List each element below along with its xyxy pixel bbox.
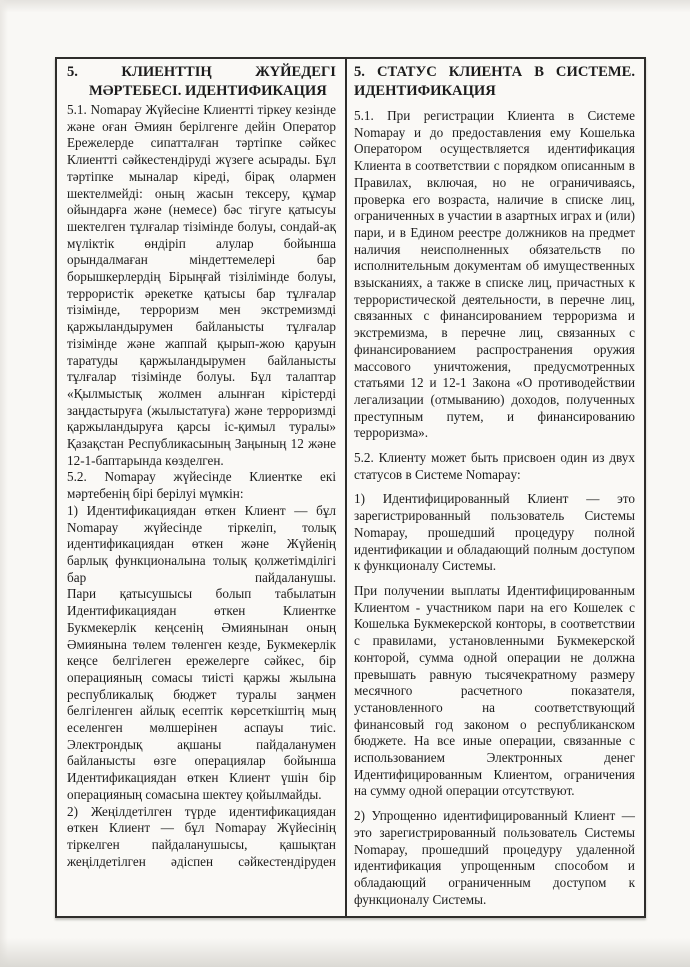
- list-item-2-russian: 2) Упрощенно идентифицированный Клиент — это зарегистрированный пользователь Системы Nomapay, прошедший процедуру удаленной идентификация упрощенным способом и обладающий ограниченным доступом к функционалу Системы.: [354, 808, 635, 907]
- paragraph-5-1-kazakh: 5.1. Nomapay Жүйесіне Клиентті тіркеу кезінде және оған Әмиян берілгенге дейін Оператор Ережелерде сипатталған тәртіпке сәйкес Клиентті сәйкестендіруді жүзеге асырады. Бұл тәртіпке мыналар кіреді, бірақ олармен шектелмейді: оның жасын тексеру, құмар ойындарға және (немесе) бәс тігуге қатысуы шектелген тұлғалар тізімінде болуы, сондай-ақ мүліктік өндіріп алулар бойынша орындалмаған міндеттемелері бар борышкерлердің Бірыңғай тізілімінде болуы, террористік әрекетке қатысы бар тұлғалар тізімінде, терроризм мен экстремизмді қаржыландырумен байланысты тұлғалар тізімінде және жаппай қырып-жою қаруын таратуды қаржыландырумен байланысты тұлғалар тізімінде болуы. Бұл талаптар «Қылмыстық жолмен алынған кірістерді заңдастыруға (жылыстатуға) және терроризмді қаржыландыруға қарсы іс-қимыл туралы» Қазақстан Республикасының Заңының 12 және 12-1-баптарында көзделген.: [67, 102, 336, 468]
- bilingual-terms-table: [55, 57, 646, 918]
- scan-artifact-top: [0, 0, 690, 14]
- list-item-1-detail-kazakh: Пари қатысушысы болып табылатын Идентификациядан өткен Клиентке Букмекерлік кеңсенің Әмиянынан оның Әмиянына төлем төленген кезде, Букмекерлік кеңсе белгілеген ережелерге сәйкес, бір операцияның сомасы тиісті қаржы жылына республикалық бюджет туралы заңмен белгіленген айлық есептік көрсеткіштің мың еселенген мөлшерінен аспауы тиіс.: [67, 586, 336, 736]
- scan-artifact-left: [0, 0, 8, 967]
- list-item-2-kazakh: 2) Жеңілдетілген түрде идентификациядан өткен Клиент — бұл Nomapay Жүйесінің тіркелген пайдаланушысы, қашықтан жеңілдетілген әдіспен сәйкестендіруден: [67, 803, 336, 869]
- paragraph-5-2-kazakh: 5.2. Nomapay жүйесінде Клиентке екі мәртебенің бірі берілуі мүмкін:: [67, 469, 336, 502]
- section-heading-kazakh: 5. КЛИЕНТТІҢ ЖҮЙЕДЕГІ МӘРТЕБЕСІ. ИДЕНТИФИКАЦИЯ: [67, 64, 336, 99]
- scan-artifact-bottom: [0, 933, 690, 967]
- list-item-1-emoney-kazakh: Электрондық ақшаны пайдаланумен байланысты өзге операциялар бойынша Идентификациядан өткен Клиент үшін бір операцияның сомасына шектеу қойылмайды.: [67, 736, 336, 802]
- list-item-1-russian: 1) Идентифицированный Клиент — это зарегистрированный пользователь Системы Nomapay, прошедший процедуру полной идентификации и обладающий полным доступом к функционалу Системы.: [354, 491, 635, 574]
- paragraph-5-1-russian: 5.1. При регистрации Клиента в Системе Nomapay и до предоставления ему Кошелька Оператором осуществляется идентификация Клиента в соответствии с порядком описанным в Правилах, включая, но не ограничиваясь, проверка его возраста, наличие в списке лиц, ограниченных в участии в азартных играх и (или) пари, и в Едином реестре должников на предмет наличия неисполненных обязательств по исполнительным документам об имущественных взысканиях, а также в списке лиц, причастных к террористической деятельности, в перечне лиц, связанных с финансированием терроризма и экстремизма, в перечне лиц, связанных с финансированием распространения оружия массового уничтожения, предусмотренных статьями 12 и 12-1 Закона «О противодействии легализации (отмыванию) доходов, полученных преступным путем, и финансированию терроризма».: [354, 108, 635, 441]
- russian-column: [347, 59, 644, 916]
- kazakh-column: [57, 59, 347, 916]
- list-item-1-detail-russian: При получении выплаты Идентифицированным Клиентом - участником пари на его Кошелек с Кошелька Букмекерской конторы, в соответствии с правилами, установленными Букмекерской конторой, сумма одной операции не должна превышать равную тысячекратному размеру месячного расчетного показателя, установленного на соответствующий финансовый год законом о республиканском бюджете. На все иные операции, связанные с использованием Электронных денег Идентифицированным Клиентом, ограничения на сумму одной операции отсутствуют.: [354, 582, 635, 799]
- list-item-1-kazakh: 1) Идентификациядан өткен Клиент — бұл Nomapay жүйесінде тіркеліп, толық идентификациядан өткен және Жүйенің барлық функционалына толық қолжетімділігі бар пайдаланушы.: [67, 502, 336, 585]
- section-heading-russian: 5. СТАТУС КЛИЕНТА В СИСТЕМЕ. ИДЕНТИФИКАЦИЯ: [354, 64, 635, 99]
- paragraph-5-2-russian: 5.2. Клиенту может быть присвоен один из двух статусов в Системе Nomapay:: [354, 450, 635, 482]
